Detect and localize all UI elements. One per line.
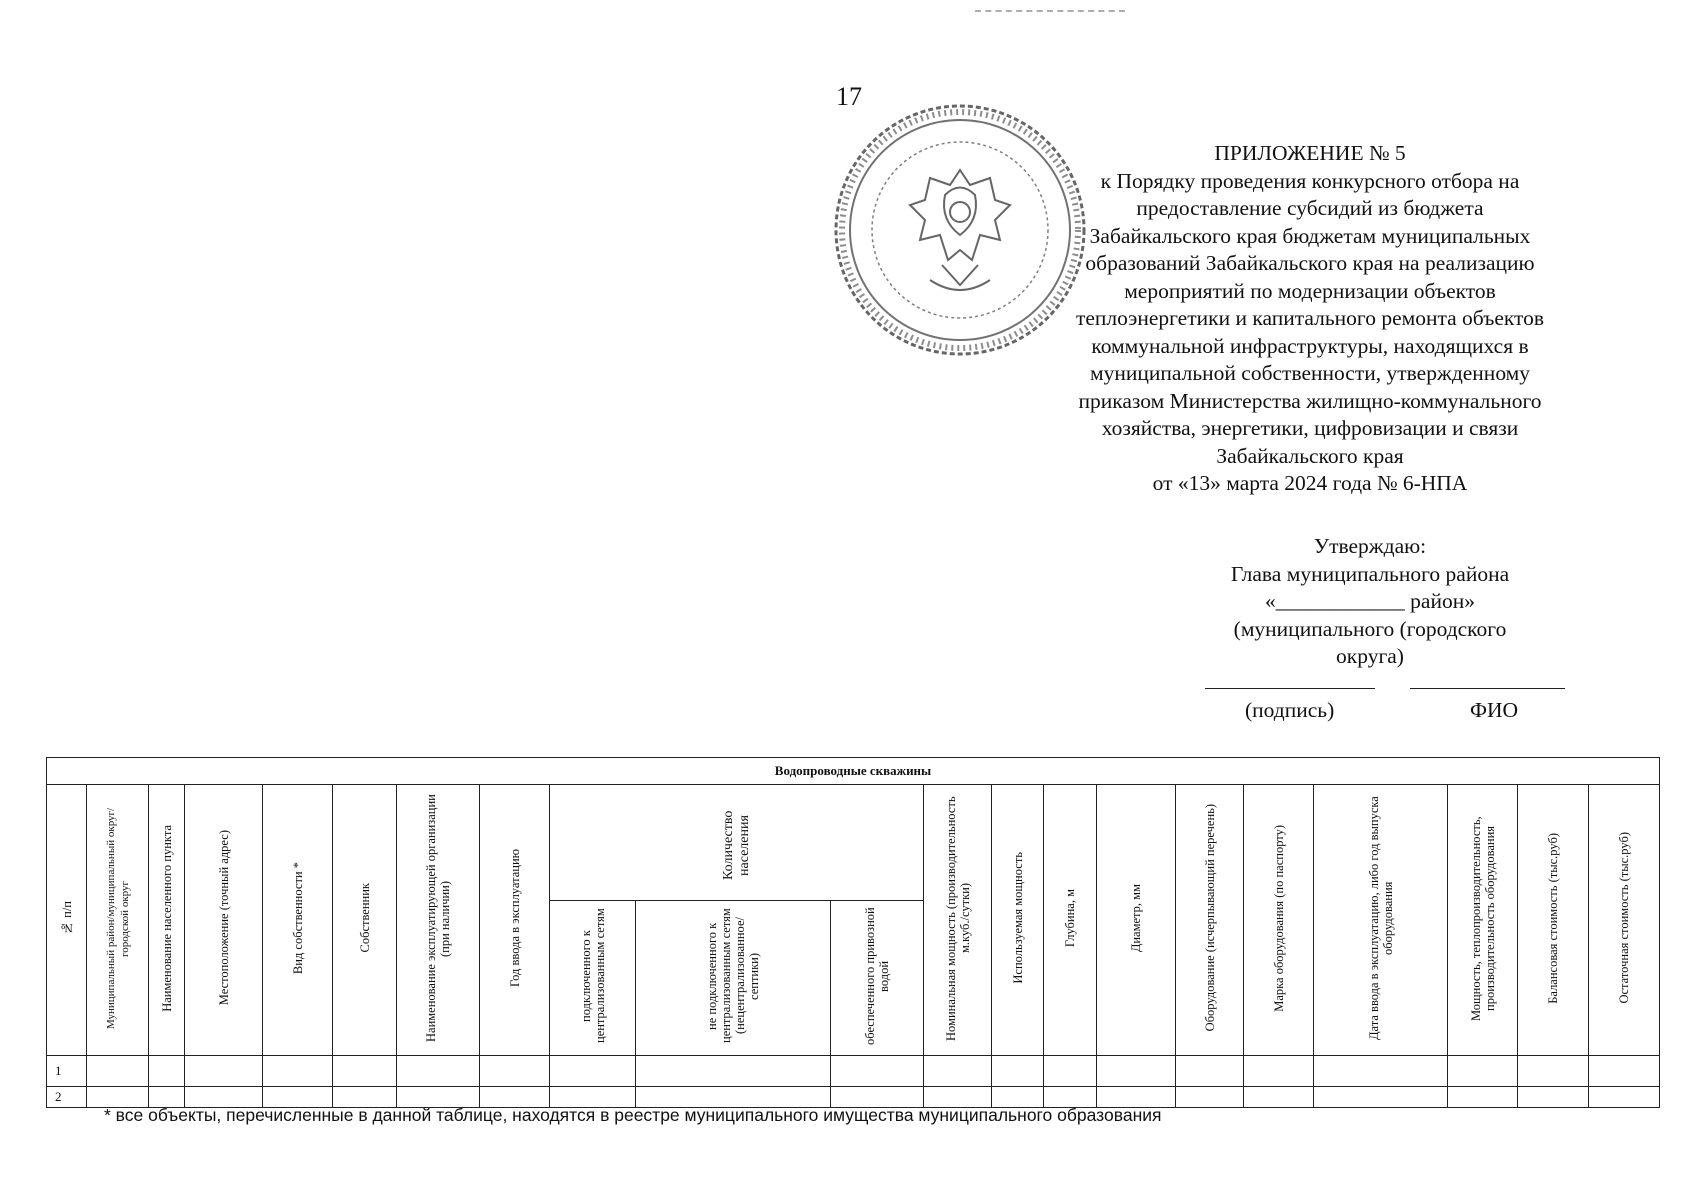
appendix-line: муниципальной собственности, утвержденному [1089, 361, 1531, 385]
footnote: * все объекты, перечисленные в данной таблице, находятся в реестре муниципального имущества муниципального образования [104, 1105, 1162, 1125]
appendix-line: коммунальной инфраструктуры, находящихся в [1091, 333, 1529, 358]
table-cell[interactable] [831, 1056, 924, 1087]
appendix-line: теплоэнергетики и капитального ремонта объектов [1075, 306, 1545, 330]
table-cell[interactable] [1244, 1087, 1314, 1108]
table-row [47, 1056, 1660, 1087]
header-cell: Муниципальный район/муниципальный округ/городской округ [87, 785, 149, 1056]
table-cell[interactable] [1244, 1056, 1314, 1087]
name-label: ФИО [1470, 698, 1519, 722]
table-cell[interactable] [149, 1056, 185, 1087]
header-cell: Глубина, м [1044, 785, 1097, 1056]
header-cell: Мощность, теплопроизводительность, производительность оборудования [1448, 785, 1518, 1056]
header-cell: Балансовая стоимость (тыс.руб) [1518, 785, 1589, 1056]
appendix-line: к Порядку проведения конкурсного отбора на [1100, 168, 1520, 193]
subheader-cell: обеспеченного привозной водой [831, 901, 924, 1056]
approval-line: (муниципального (городского [1233, 616, 1507, 641]
table-cell[interactable] [1448, 1056, 1518, 1087]
approval-line: «____________ район» [1265, 589, 1475, 613]
table-cell[interactable] [1176, 1087, 1244, 1108]
signature-area [1205, 688, 1570, 738]
water-wells-table [46, 757, 1660, 1104]
header-cell: Остаточная стоимость (тыс.руб) [1589, 785, 1660, 1056]
appendix-line: приказом Министерства жилищно-коммунального [1078, 388, 1542, 413]
subheader-cell: не подключенного к централизованным сетям (нецентрализованное/септики) [636, 901, 831, 1056]
signature-line [1205, 688, 1375, 689]
table-cell[interactable] [1314, 1087, 1448, 1108]
table-cell[interactable] [333, 1056, 397, 1087]
table-cell[interactable] [1448, 1087, 1518, 1108]
header-cell: № п/п [47, 785, 87, 1056]
header-cell: Дата ввода в эксплуатацию, либо год выпуска оборудования [1314, 785, 1448, 1056]
row-number: 2 [47, 1087, 87, 1108]
table-cell[interactable] [263, 1056, 333, 1087]
table-cell[interactable] [1589, 1056, 1660, 1087]
approval-line: округа) [1336, 644, 1404, 668]
header-cell: Наименование эксплуатирующей организации (при наличии) [397, 785, 480, 1056]
table-cell[interactable] [1044, 1056, 1097, 1087]
appendix-line: ПРИЛОЖЕНИЕ № 5 [1214, 141, 1406, 165]
name-line [1410, 688, 1565, 689]
approval-line: Утверждаю: [1313, 534, 1427, 558]
table-cell[interactable] [992, 1056, 1044, 1087]
table-cell[interactable] [185, 1056, 263, 1087]
header-cell: Вид собственности * [263, 785, 333, 1056]
appendix-line: от «13» марта 2024 года № 6-НПА [1152, 471, 1468, 495]
appendix-line: хозяйства, энергетики, цифровизации и связи [1101, 416, 1519, 440]
table-cell[interactable] [397, 1056, 480, 1087]
table-cell[interactable] [1176, 1056, 1244, 1087]
subheader-cell: подключенного к централизованным сетям [550, 901, 636, 1056]
table-cell[interactable] [480, 1056, 550, 1087]
header-cell: Диаметр, мм [1097, 785, 1176, 1056]
scan-mark [975, 10, 1125, 16]
appendix-line: мероприятий по модернизации объектов [1124, 278, 1496, 303]
table-cell[interactable] [1518, 1056, 1589, 1087]
group-header-population: Количество населения [550, 785, 924, 901]
appendix-line: Забайкальского края [1216, 443, 1404, 468]
table-cell[interactable] [1518, 1087, 1589, 1108]
appendix-line: Забайкальского края бюджетам муниципальных [1089, 223, 1531, 248]
table-cell[interactable] [1097, 1056, 1176, 1087]
approval-line: Глава муниципального района [1230, 561, 1510, 586]
table-cell[interactable] [1589, 1087, 1660, 1108]
table-cell[interactable] [1314, 1056, 1448, 1087]
table-cell[interactable] [87, 1056, 149, 1087]
table-cell[interactable] [924, 1056, 992, 1087]
header-cell: Оборудование (исчерпывающий перечень) [1176, 785, 1244, 1056]
header-cell: Марка оборудования (по паспорту) [1244, 785, 1314, 1056]
appendix-header [1040, 140, 1580, 498]
header-cell: Год ввода в эксплуатацию [480, 785, 550, 1056]
header-cell: Собственник [333, 785, 397, 1056]
signature-label: (подпись) [1245, 698, 1335, 722]
header-cell: Используемая мощность [992, 785, 1044, 1056]
header-cell: Местоположение (точный адрес) [185, 785, 263, 1056]
page-number: 17 [836, 82, 862, 111]
table-caption: Водопроводные скважины [47, 758, 1660, 785]
table-cell[interactable] [550, 1056, 636, 1087]
appendix-line: предоставление субсидий из бюджета [1136, 196, 1484, 220]
table-cell[interactable] [636, 1056, 831, 1087]
row-number: 1 [47, 1056, 87, 1087]
header-cell: Номинальная мощность (производительность м.куб./сутки) [924, 785, 992, 1056]
header-cell: Наименование населенного пункта [149, 785, 185, 1056]
approval-block [1200, 533, 1540, 671]
appendix-line: образований Забайкальского края на реализацию [1085, 251, 1535, 275]
